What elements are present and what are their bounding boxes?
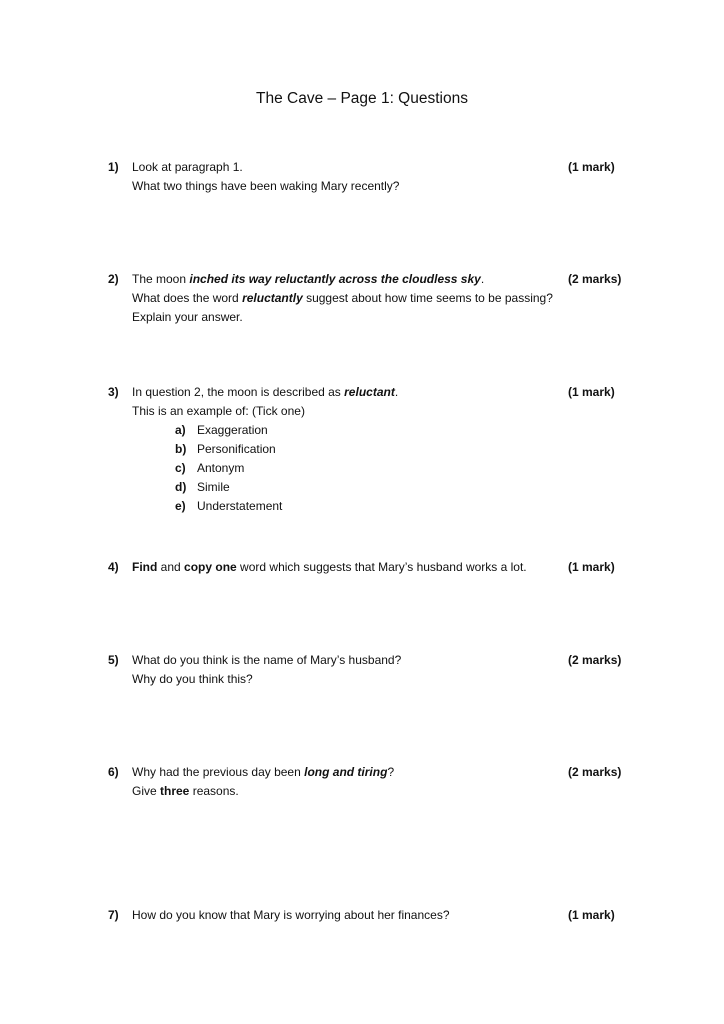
question-text: What two things have been waking Mary recently? [132,179,400,193]
quoted-word: reluctant [344,385,395,399]
question-number: 3) [108,385,119,399]
option-text[interactable]: Antonym [197,461,245,475]
option-letter: b) [175,442,187,456]
question-text: Look at paragraph 1. [132,160,243,174]
question-number: 2) [108,272,119,286]
option-text[interactable]: Exaggeration [197,423,268,437]
question-text: Why do you think this? [132,672,253,686]
question-text: Find and copy one word which suggests that Mary’s husband works a lot. [132,560,527,574]
option-text[interactable]: Simile [197,480,230,494]
option-letter: a) [175,423,186,437]
page-title: The Cave – Page 1: Questions [256,90,468,107]
quoted-word: reluctantly [242,291,303,305]
quoted-phrase: long and tiring [304,765,388,779]
option-text[interactable]: Personification [197,442,276,456]
marks-label: (2 marks) [568,765,622,779]
option-letter: d) [175,480,187,494]
marks-label: (1 mark) [568,560,615,574]
question-text: Why had the previous day been long and tiring? [132,765,395,779]
question-text: In question 2, the moon is described as reluctant. [132,385,399,399]
question-text: Give three reasons. [132,784,239,798]
marks-label: (1 mark) [568,160,615,174]
question-text: This is an example of: (Tick one) [132,404,305,418]
question-text: Explain your answer. [132,310,243,324]
marks-label: (1 mark) [568,385,615,399]
marks-label: (2 marks) [568,272,622,286]
question-number: 7) [108,908,119,922]
question-text: The moon inched its way reluctantly across the cloudless sky. [132,272,485,286]
option-letter: c) [175,461,186,475]
question-text: How do you know that Mary is worrying about her finances? [132,908,450,922]
question-number: 4) [108,560,119,574]
quoted-phrase: inched its way reluctantly across the cloudless sky [189,272,481,286]
question-text: What do you think is the name of Mary’s husband? [132,653,402,667]
question-text: What does the word reluctantly suggest about how time seems to be passing? [132,291,553,305]
question-number: 1) [108,160,119,174]
option-letter: e) [175,499,186,513]
question-number: 6) [108,765,119,779]
question-number: 5) [108,653,119,667]
marks-label: (2 marks) [568,653,622,667]
option-text[interactable]: Understatement [197,499,283,513]
marks-label: (1 mark) [568,908,615,922]
